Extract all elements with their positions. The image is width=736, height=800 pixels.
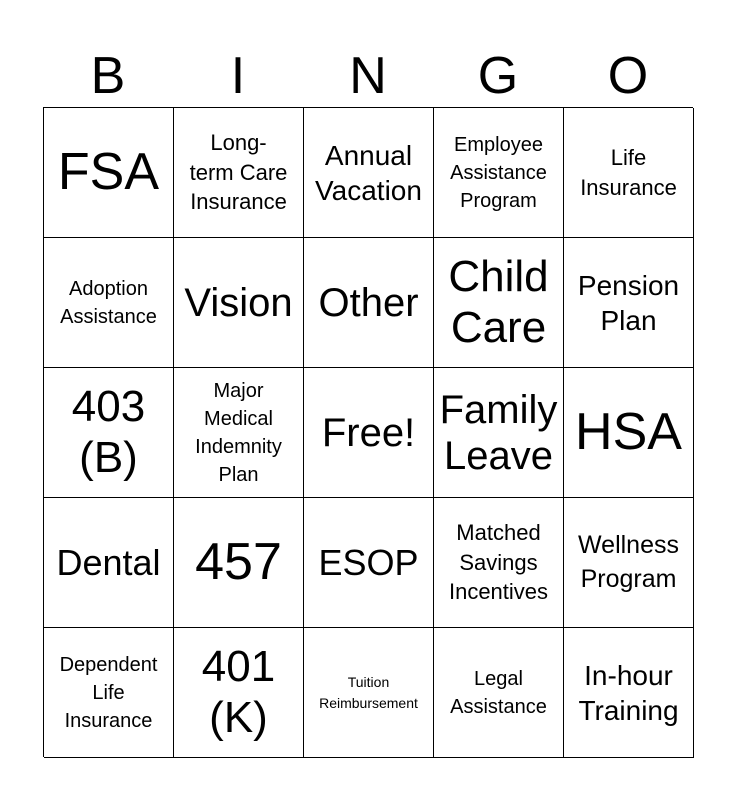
cell-text: Annual Vacation (315, 139, 422, 206)
cell-text: Adoption Assistance (60, 277, 157, 328)
bingo-cell-r3-c1[interactable] (44, 368, 174, 498)
cell-text: Long- term Care Insurance (189, 129, 288, 215)
cell-text: Matched Savings Incentives (448, 519, 549, 605)
cell-text: Wellness Program (578, 530, 679, 593)
cell-text: Dependent Life Insurance (59, 653, 158, 732)
cell-text: Dental (56, 542, 161, 583)
bingo-cell-r4-c5[interactable] (564, 498, 694, 628)
bingo-cell-r5-c2[interactable] (174, 628, 304, 758)
header-letter-i: I (230, 47, 246, 105)
bingo-cell-r3-c5[interactable] (564, 368, 694, 498)
bingo-cell-r4-c2[interactable] (174, 498, 304, 628)
bingo-cell-r5-c5[interactable] (564, 628, 694, 758)
cell-text: In-hour Training (578, 659, 679, 726)
cell-text: Employee Assistance Program (450, 133, 547, 212)
bingo-cell-r3-c2[interactable] (174, 368, 304, 498)
cell-text: 401 (K) (201, 641, 276, 742)
bingo-cell-r1-c4[interactable] (434, 108, 564, 238)
bingo-cell-r1-c5[interactable] (564, 108, 694, 238)
bingo-cell-r1-c3[interactable] (304, 108, 434, 238)
bingo-cell-r1-c1[interactable] (44, 108, 174, 238)
header-letter-b: B (90, 47, 126, 105)
cell-text: Family Leave (439, 387, 558, 478)
bingo-cell-r2-c1[interactable] (44, 238, 174, 368)
bingo-cell-r2-c3[interactable] (304, 238, 434, 368)
cell-text: ESOP (318, 542, 419, 583)
cell-text: Free! (321, 410, 416, 455)
bingo-board (43, 107, 693, 757)
cell-text: FSA (57, 142, 160, 201)
bingo-cell-r3-c3[interactable] (304, 368, 434, 498)
cell-text: Major Medical Indemnity Plan (195, 379, 282, 486)
cell-text: Tuition Reimbursement (319, 674, 418, 711)
bingo-cell-r1-c2[interactable] (174, 108, 304, 238)
cell-text: Vision (184, 280, 293, 325)
header-letter-o: O (607, 47, 649, 105)
header-letter-n: N (349, 47, 387, 105)
cell-text: 457 (195, 532, 282, 591)
cell-text: HSA (575, 402, 682, 461)
bingo-cell-r5-c3[interactable] (304, 628, 434, 758)
cell-text: 403 (B) (71, 381, 146, 482)
bingo-cell-r5-c4[interactable] (434, 628, 564, 758)
bingo-cell-r2-c4[interactable] (434, 238, 564, 368)
cell-text: Pension Plan (577, 269, 680, 336)
header-letter-g: G (477, 47, 519, 105)
bingo-cell-r3-c4[interactable] (434, 368, 564, 498)
cell-text: Child Care (448, 251, 549, 352)
bingo-cell-r4-c3[interactable] (304, 498, 434, 628)
bingo-cell-r4-c1[interactable] (44, 498, 174, 628)
bingo-cell-r5-c1[interactable] (44, 628, 174, 758)
bingo-cell-r4-c4[interactable] (434, 498, 564, 628)
cell-text: Life Insurance (580, 144, 677, 200)
bingo-header (43, 46, 693, 106)
bingo-cell-r2-c2[interactable] (174, 238, 304, 368)
bingo-cell-r2-c5[interactable] (564, 238, 694, 368)
cell-text: Other (318, 280, 419, 325)
cell-text: Legal Assistance (450, 667, 547, 718)
